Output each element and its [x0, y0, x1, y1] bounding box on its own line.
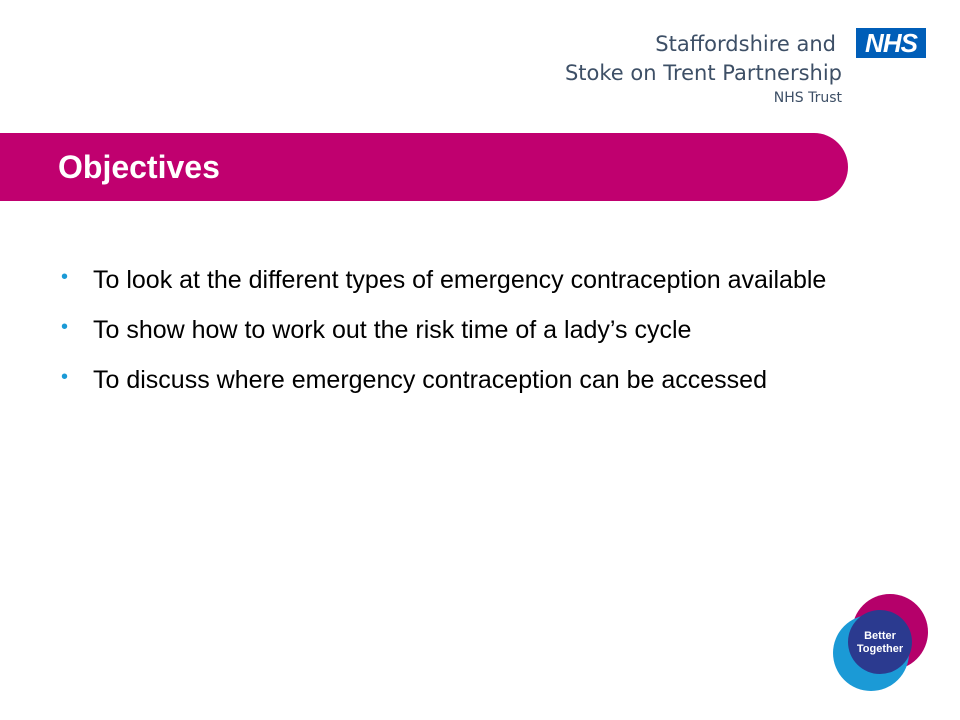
list-item: [60, 364, 920, 396]
objectives-list: [60, 264, 920, 414]
bullet-icon: •: [61, 366, 69, 388]
badge-line2: Together: [856, 643, 904, 655]
list-item: [60, 314, 920, 346]
bullet-text: To show how to work out the risk time of a lady’s cycle: [93, 316, 692, 344]
bullet-icon: •: [61, 316, 69, 338]
badge-line1: Better: [864, 630, 896, 642]
bullet-text: To discuss where emergency contraception can be accessed: [93, 366, 767, 394]
org-header: [506, 30, 926, 110]
title-band: [0, 133, 848, 201]
org-name-line2: Stoke on Trent Partnership: [564, 61, 842, 85]
bullet-icon: •: [61, 266, 69, 288]
slide-title: Objectives: [58, 149, 220, 185]
better-together-label: [844, 630, 916, 656]
org-name-line1: Staffordshire and: [655, 32, 836, 56]
nhs-logo: NHS: [856, 28, 926, 58]
list-item: [60, 264, 920, 296]
org-name-line3: NHS Trust: [773, 90, 842, 106]
bullet-text: To look at the different types of emergency contraception available: [93, 266, 827, 294]
